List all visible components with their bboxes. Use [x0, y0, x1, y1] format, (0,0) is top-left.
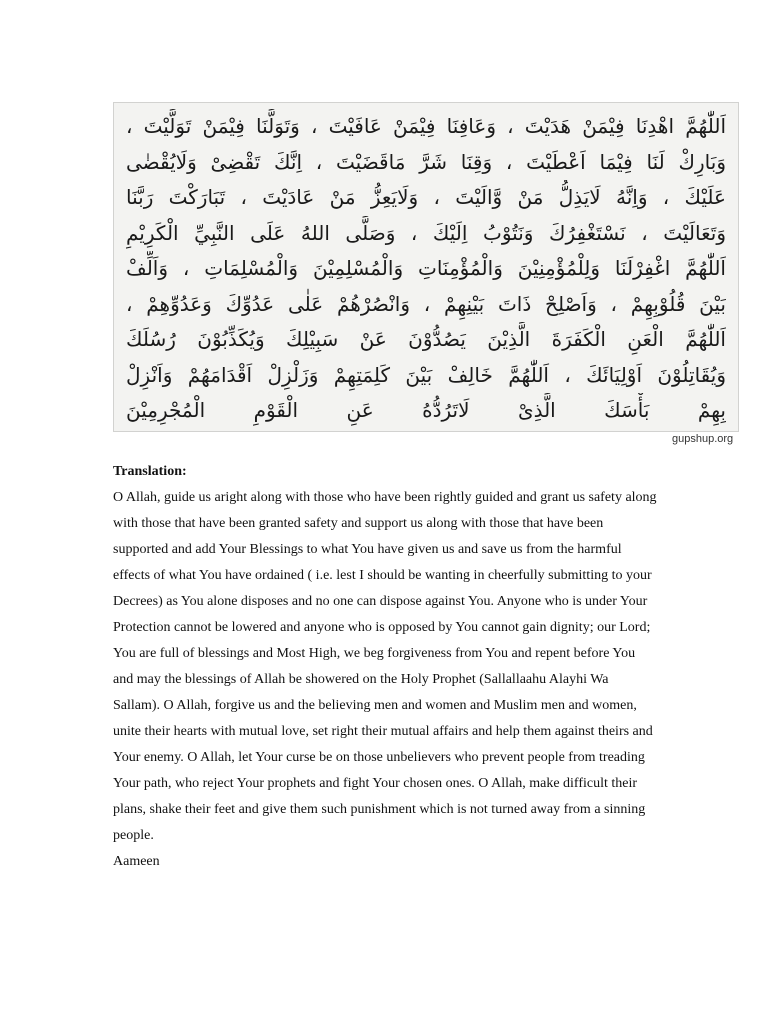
translation-section — [113, 462, 658, 875]
arabic-line: عَلَيْكَ ، وَاِنَّهُ لَايَذِلُّ مَنْ وَّالَيْتَ ، وَلَايَعِزُّ مَنْ عَادَيْتَ ، تَبَارَكْتَ رَبَّنَا — [126, 185, 726, 209]
arabic-dua-image — [113, 102, 739, 432]
arabic-line: وَتَعَالَيْتَ ، نَسْتَغْفِرُكَ وَنَتُوْبُ اِلَيْكَ ، وَصَلَّى اللهُ عَلَى النَّبِيِّ الْكَرِيْمِ — [126, 220, 726, 245]
source-watermark: gupshup.org — [672, 433, 734, 445]
arabic-line: وَبَارِكْ لَنَا فِيْمَا اَعْطَيْتَ ، وَقِنَا شَرَّ مَاقَضَيْتَ ، اِنَّكَ تَقْضِىْ وَلَايُقْضٰى — [126, 149, 726, 174]
arabic-line: اَللّٰهُمَّ اهْدِنَا فِيْمَنْ هَدَيْتَ ، وَعَافِنَا فِيْمَنْ عَافَيْتَ ، وَتَوَلَّنَا فِيْمَنْ تَوَلَّيْتَ ، — [126, 114, 726, 138]
arabic-line: بِهِمْ بَأْسَكَ الَّذِىْ لَاتَرُدُّهُ عَنِ الْقَوْمِ الْمُجْرِمِيْنَ — [126, 398, 726, 422]
arabic-text-lines — [114, 103, 738, 429]
translation-body: O Allah, guide us aright along with those who have been rightly guided and grant us safety along with those that have been granted safety and support us along with those that have been supported and add Your Blessings to what You have given us and save us from the harmful effects of what You have ordained ( i.e. lest I should be wanting in cheerfully submitting to your Decrees) as You alone disposes and no one can dispose against You. Anyone who is under Your Protection cannot be lowered and anyone who is opposed by You cannot gain dignity; our Lord; You are full of blessings and Most High, we beg forgiveness from You and repent before You and may the blessings of Allah be showered on the Holy Prophet (Sallallaahu Alayhi Wa Sallam). O Allah, forgive us and the believing men and women and Muslim men and women, unite their hearts with mutual love, set right their mutual affairs and help them against theirs and Your enemy. O Allah, let Your curse be on those unbelievers who prevent people from treading Your path, who reject Your prophets and fight Your chosen ones. O Allah, make difficult their plans, shake their feet and give them such punishment which is not turned away from a sinning people. — [113, 490, 657, 843]
arabic-line: بَيْنَ قُلُوْبِهِمْ ، وَاَصْلِحْ ذَاتَ بَيْنِهِمْ ، وَانْصُرْهُمْ عَلٰى عَدُوِّكَ وَعَدُوِّهِمْ ، — [126, 291, 726, 316]
arabic-line: اَللّٰهُمَّ الْعَنِ الْكَفَرَةَ الَّذِيْنَ يَصُدُّوْنَ عَنْ سَبِيْلِكَ وَيُكَذِّبُوْنَ رُسُلَكَ — [126, 327, 726, 351]
arabic-line: اَللّٰهُمَّ اغْفِرْلَنَا وَلِلْمُؤْمِنِيْنَ وَالْمُؤْمِنَاتِ وَالْمُسْلِمِيْنَ وَالْمُسْلِمَاتِ ، وَاَلِّفْ — [126, 256, 726, 280]
translation-ending: Aameen — [113, 854, 160, 869]
translation-heading: Translation: — [113, 464, 187, 479]
arabic-line: وَيُقَاتِلُوْنَ اَوْلِيَائَكَ ، اَللّٰهُمَّ خَالِفْ بَيْنَ كَلِمَتِهِمْ وَزَلْزِلْ اَقْدَامَهُمْ وَاَنْزِلْ — [126, 362, 726, 387]
